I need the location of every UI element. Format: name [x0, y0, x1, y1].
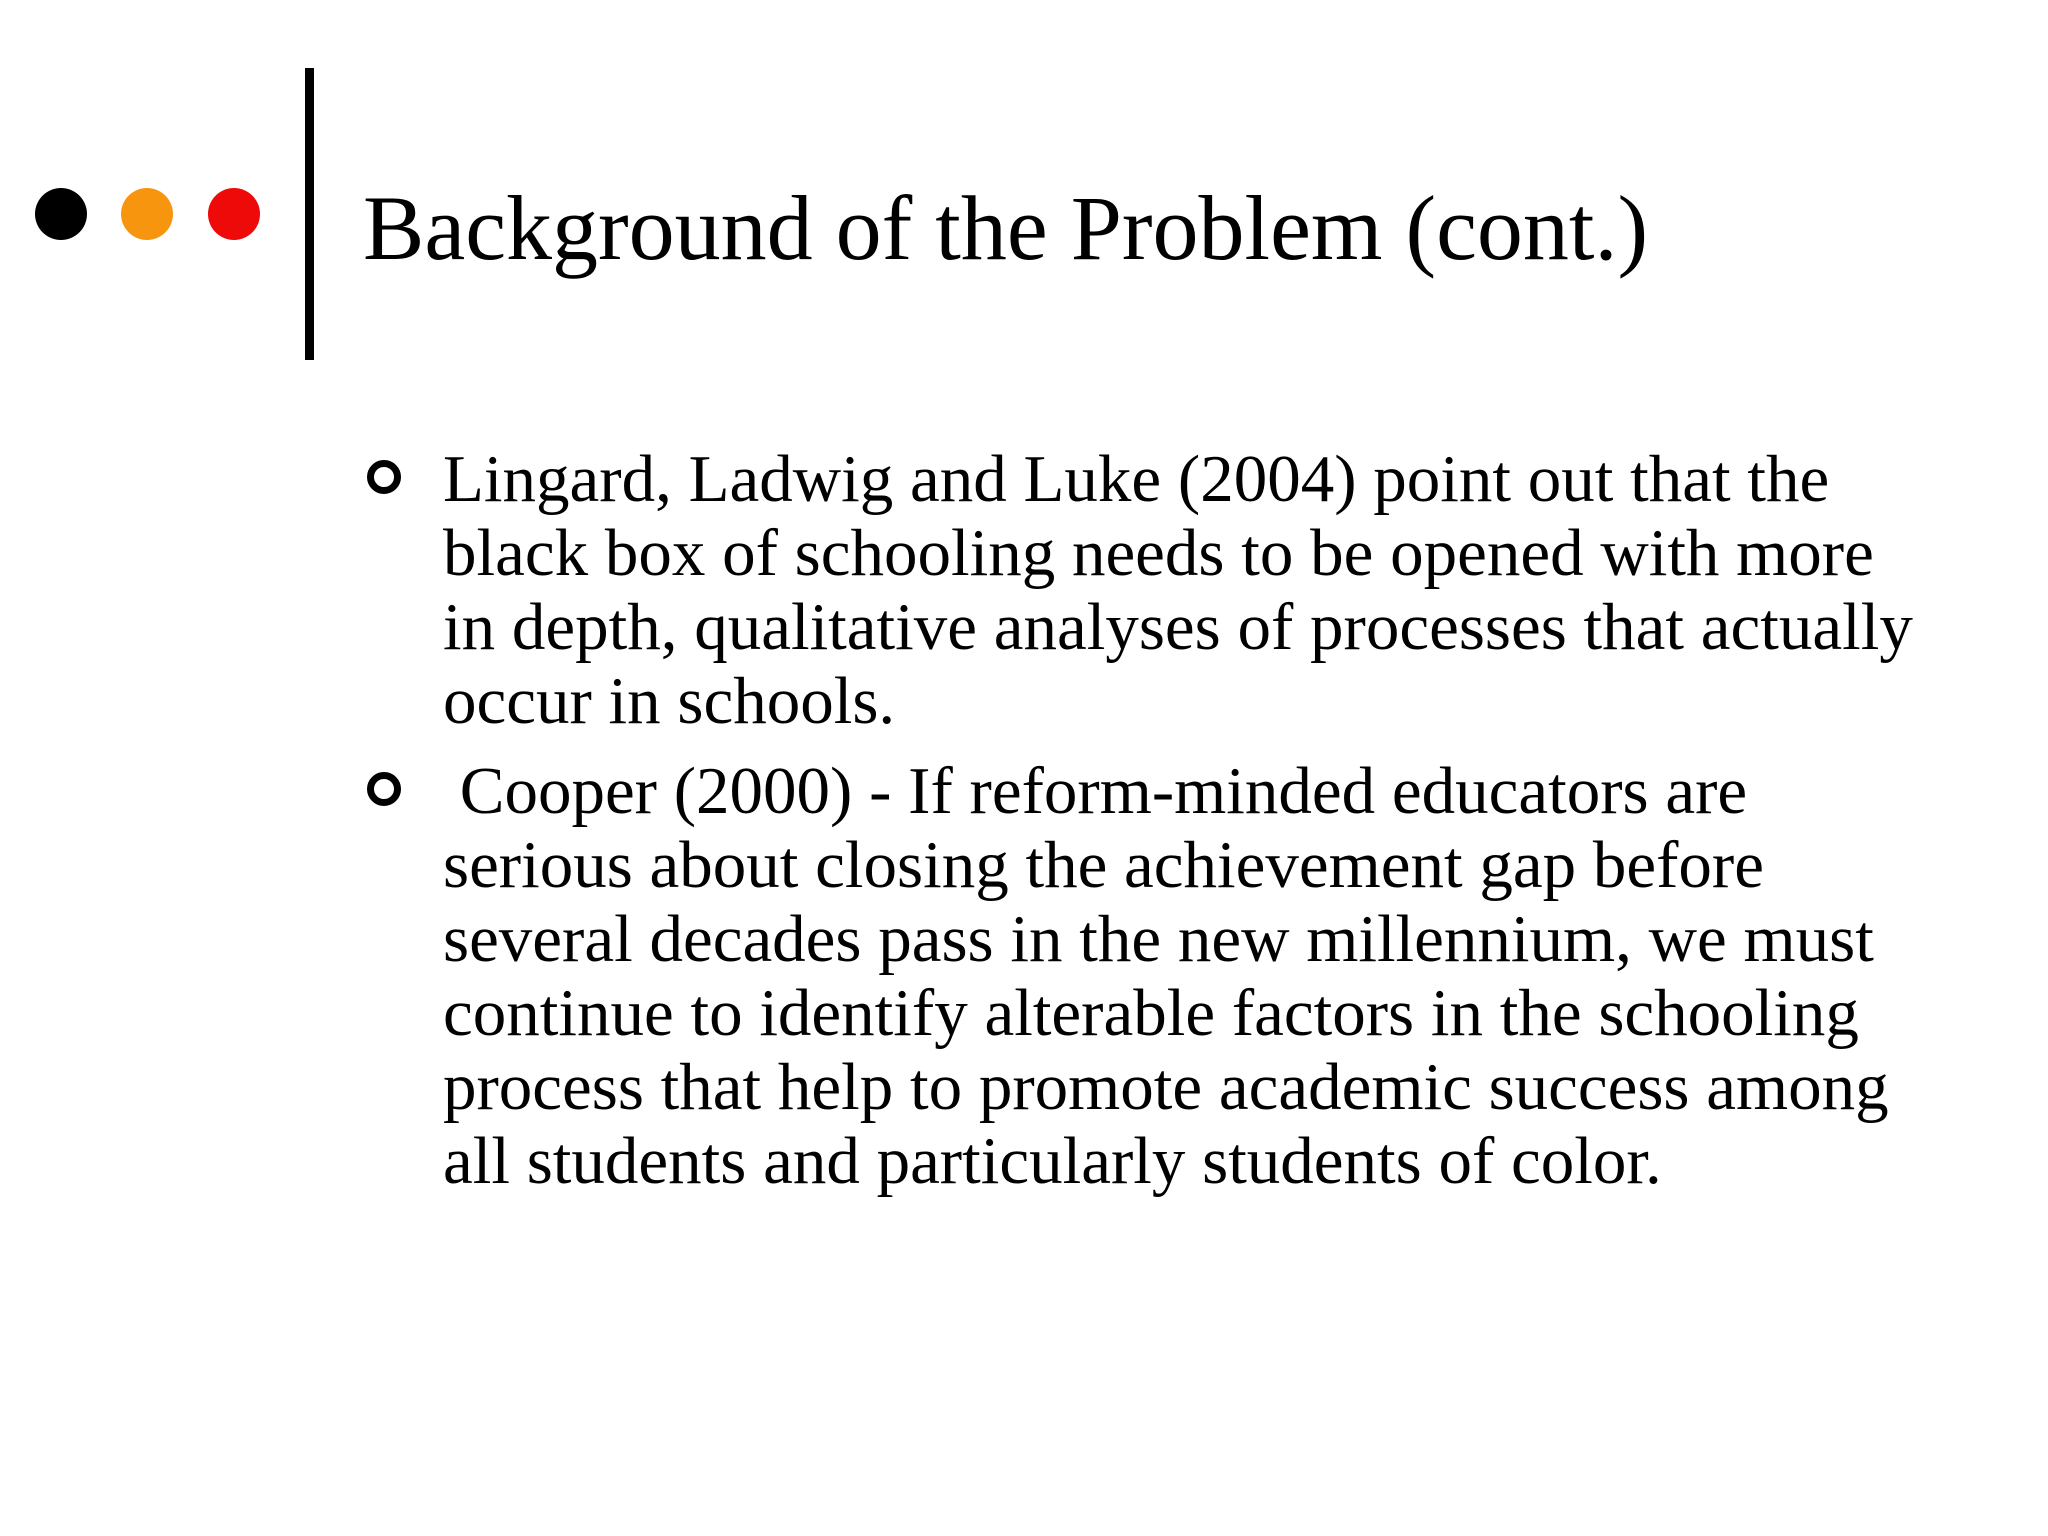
list-item [363, 754, 1923, 1198]
bullet-text: Cooper (2000) - If reform-minded educators are serious about closing the achievement gap before several decades pass in the new millennium, we must continue to identify alterable factors in the schooling process that help to promote academic success among all students and particularly students of color. [443, 754, 1906, 1198]
title-divider [305, 68, 314, 360]
orange-dot-icon [121, 188, 173, 240]
list-item [363, 442, 1930, 738]
slide-title: Background of the Problem (cont.) [363, 177, 1649, 279]
red-dot-icon [208, 188, 260, 240]
black-dot-icon [35, 188, 87, 240]
hollow-circle-bullet-icon [367, 772, 401, 806]
bullet-list [363, 442, 1930, 1214]
hollow-circle-bullet-icon [367, 460, 401, 494]
bullet-text: Lingard, Ladwig and Luke (2004) point out that the black box of schooling needs to be opened with more in depth, qualitative analyses of processes that actually occur in schools. [443, 442, 1930, 738]
